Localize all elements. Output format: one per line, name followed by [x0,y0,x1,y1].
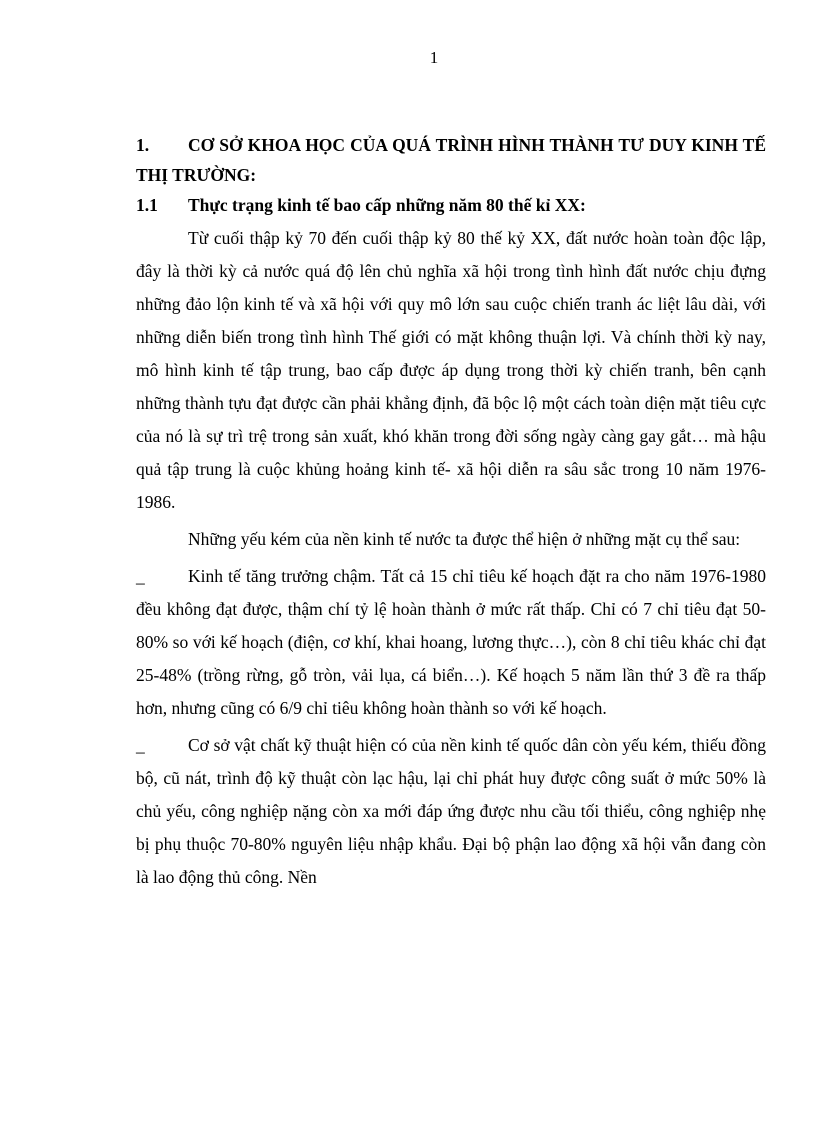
bullet-mark: _ [136,566,145,586]
subsection-number: 1.1 [136,195,158,215]
paragraph: Những yếu kém của nền kinh tế nước ta được thể hiện ở những mặt cụ thể sau: [188,529,741,549]
bullet-item [136,560,766,725]
subsection-heading [136,190,766,220]
bullet-text: Kinh tế tăng trưởng chậm. Tất cả 15 chỉ tiêu kế hoạch đặt ra cho năm 1976-1980 đều không đạt được, thậm chí tỷ lệ hoàn thành ở mức rất thấp. Chỉ có 7 chỉ tiêu đạt 50-80% so với kế hoạch (điện, cơ khí, khai hoang, lương thực…), còn 8 chỉ tiêu khác chỉ đạt 25-48% (trồng rừng, gỗ tròn, vải lụa, cá biển…). Kế hoạch 5 năm lần thứ 3 đề ra thấp hơn, nhưng cũng có 6/9 chỉ tiêu không hoàn thành so với kế hoạch. [136,566,766,718]
section-number: 1. [136,135,150,155]
bullet-text: Cơ sở vật chất kỹ thuật hiện có của nền kinh tế quốc dân còn yếu kém, thiếu đồng bộ, cũ nát, trình độ kỹ thuật còn lạc hậu, lại chỉ phát huy được công suất ở mức 50% là chủ yếu, công nghiệp nặng còn xa mới đáp ứng được nhu cầu tối thiểu, công nghiệp nhẹ bị phụ thuộc 70-80% nguyên liệu nhập khẩu. Đại bộ phận lao động xã hội vẫn đang còn là lao động thủ công. Nền [136,735,766,887]
page-number: 1 [429,48,439,67]
bullet-mark: _ [136,735,145,755]
paragraph: Từ cuối thập kỷ 70 đến cuối thập kỷ 80 thế kỷ XX, đất nước hoàn toàn độc lập, đây là thời kỳ cả nước quá độ lên chủ nghĩa xã hội trong tình hình đất nước chịu đựng những đảo lộn kinh tế và xã hội với quy mô lớn sau cuộc chiến tranh ác liệt lâu dài, với những diễn biến trong tình hình Thế giới có mặt không thuận lợi. Và chính thời kỳ nay, mô hình kinh tế tập trung, bao cấp được áp dụng trong thời kỳ chiến tranh, bên cạnh những thành tựu đạt được cần phải khẳng định, đã bộc lộ một cách toàn diện mặt tiêu cực của nó là sự trì trệ trong sản xuất, khó khăn trong đời sống ngày càng gay gắt… mà hậu quả tập trung là cuộc khủng hoảng kinh tế- xã hội diễn ra sâu sắc trong 10 năm 1976-1986. [136,228,766,512]
bullet-item [136,729,766,894]
subsection-title: Thực trạng kinh tế bao cấp những năm 80 thế kỉ XX: [188,195,586,215]
document-body [136,130,766,898]
section-heading [136,130,766,190]
section-title: CƠ SỞ KHOA HỌC CỦA QUÁ TRÌNH HÌNH THÀNH TƯ DUY KINH TẾ THỊ TRƯỜNG: [136,135,766,185]
